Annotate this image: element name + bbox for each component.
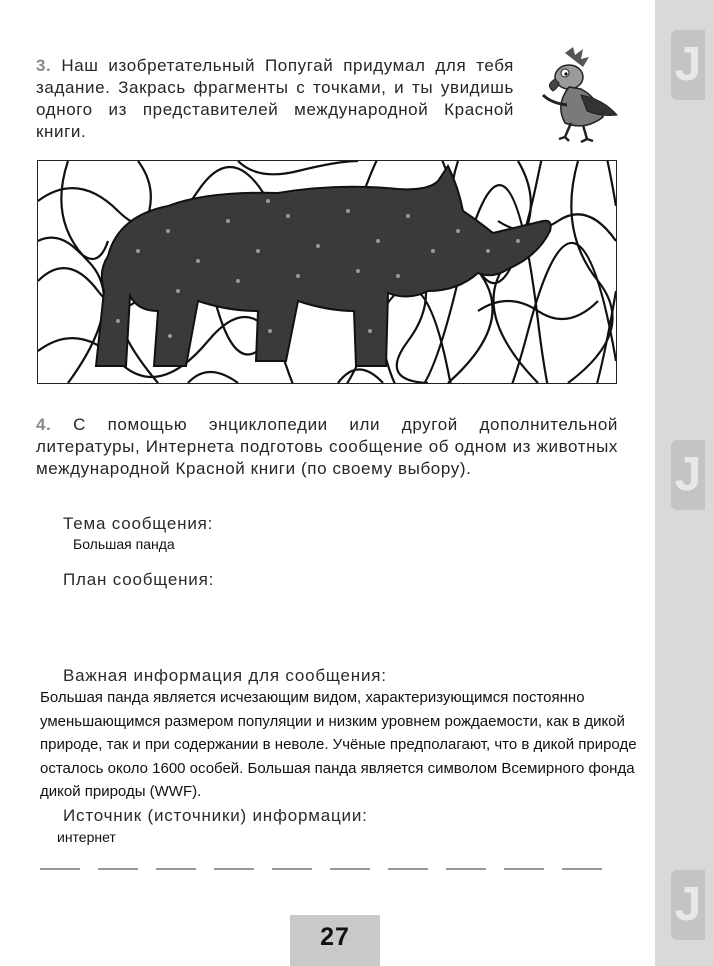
task-3-number: 3. — [36, 56, 52, 75]
task-3-text: Наш изобретательный Попугай придумал для тебя задание. Закрась фрагменты с точками, и ты увидишь одного из представителей международной Красной книги. — [36, 56, 514, 141]
rhino-mosaic — [38, 161, 616, 383]
edge-tab: J — [671, 870, 705, 940]
rhino-coloring-picture — [37, 160, 617, 384]
topic-answer: Большая панда — [73, 536, 175, 552]
parrot-illustration — [525, 45, 625, 145]
plan-label: План сообщения: — [63, 570, 215, 589]
task-3 — [36, 55, 514, 143]
task-4 — [36, 414, 618, 480]
info-answer: Большая панда является исчезающим видом, характеризующимся постоянно уменьшающимся размером популяции и низким уровнем рождаемости, как в дикой природе, так и при содержании в неволе. Учёные предполагают, что в дикой природе осталось около 1600 особей. Большая панда является символом Всемирного фонда дикой природы (WWF). — [40, 689, 637, 800]
topic-label: Тема сообщения: — [63, 514, 214, 533]
task-4-number: 4. — [36, 415, 52, 434]
page-edge — [645, 0, 713, 966]
source-label: Источник (источники) информации: — [63, 806, 368, 825]
answer-line — [40, 868, 620, 870]
source-answer: интернет — [57, 829, 116, 845]
page-number: 27 — [320, 923, 350, 951]
page-number-box — [290, 915, 380, 966]
task-4-text: С помощью энциклопедии или другой дополнительной литературы, Интернета подготовь сообщение об одном из животных международной Красной книги (по своему выбору). — [36, 415, 618, 478]
edge-tab: J — [671, 30, 705, 100]
info-label: Важная информация для сообщения: — [63, 666, 387, 685]
edge-tab: J — [671, 440, 705, 510]
